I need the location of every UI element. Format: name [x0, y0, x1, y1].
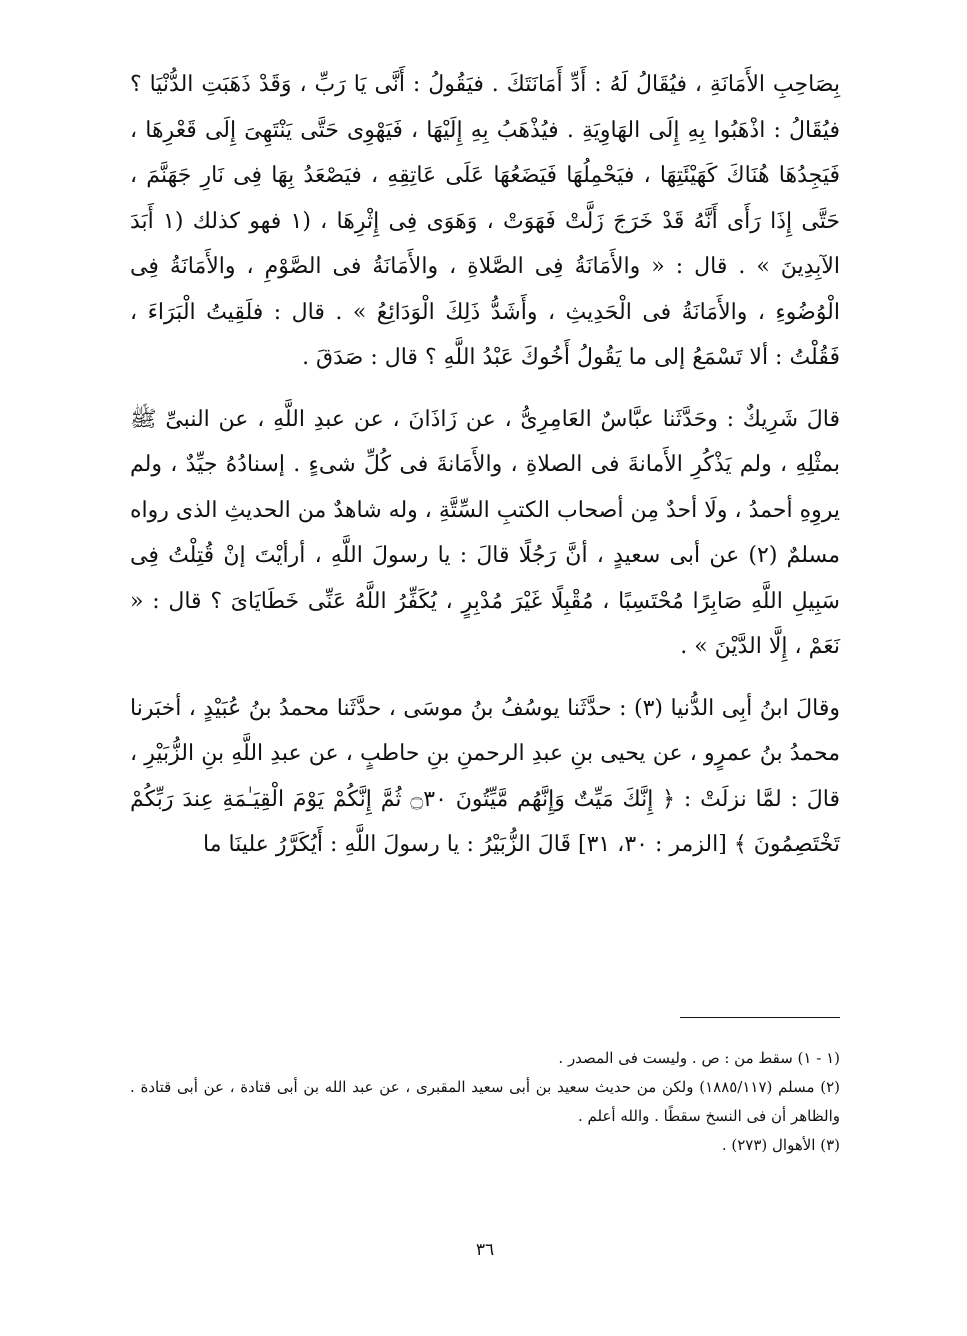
body-paragraph-2: قالَ شَرِيكٌ : وحَدَّثَنا عبَّاسٌ العَامِرِىُّ ، عن زَاذَانَ ، عن عبدِ اللَّهِ ، عن النبىِّ ﷺ بمثْلِهِ ، ولم يَذْكُرِ الأَمانةَ فى الصلاةِ ، والأَمَانةَ فى كُلِّ شىءٍ . إسنادُهُ جيِّدٌ ، ولم يروِهِ أحمدُ ، ولَا أحدٌ مِن أصحاب الكتبِ السِّتَّةِ ، وله شاهدٌ من الحديثِ الذى رواه مسلمٌ (٢) عن أبى سعيدٍ ، أنَّ رَجُلًا قالَ : يا رسولَ اللَّهِ ، أرأيْتَ إنْ قُتِلْتُ فِى سَبِيلِ اللَّهِ صَابِرًا مُحْتَسِبًا ، مُقْبِلًا غَيْرَ مُدْبِرٍ ، يُكَفِّرُ اللَّهُ عَنِّى خَطَايَاىَ ؟ قال : « نَعَمْ ، إِلَّا الدَّيْنَ » .	[130, 406, 840, 659]
page-number: ٣٦	[475, 1240, 495, 1260]
body-paragraph-3: وقالَ ابنُ أبِى الدُّنيا (٣) : حدَّثَنا يوسُفُ بنُ موسَى ، حدَّثَنا محمدُ بنُ عُبَيْدٍ ، أخبَرنا محمدُ بنُ عمرٍو ، عن يحيى بنِ عبدِ الرحمنِ بنِ حاطبٍ ، عن عبدِ اللَّهِ بنِ الزُّبَيْرِ ، قالَ : لمَّا نزلَتْ : ﴿ إِنَّكَ مَيِّتٌ وَإِنَّهُم مَّيِّتُونَ ۝٣٠ ثُمَّ إِنَّكُمْ يَوْمَ الْقِيَـٰمَةِ عِندَ رَبِّكُمْ تَخْتَصِمُونَ ﴾ [الزمر : ٣٠، ٣١] قَالَ الزُّبَيْرُ : يا رسولَ اللَّهِ : أَيُكَرَّرُ علينَا ما	[130, 695, 840, 857]
footnote-separator	[680, 1017, 840, 1018]
footnotes-list	[130, 1044, 840, 1160]
page-body	[130, 62, 840, 1322]
footnote-2: (٢) مسلم (١٨٨٥/١١٧) ولكن من حديث سعيد بن أبى سعيد المقبرى ، عن عبد الله بن أبى قتادة ، عن أبى قتادة . والظاهر أن فى النسخ سقطًا . والله أعلم .	[130, 1078, 840, 1125]
footnote-3: (٣) الأهوال (٢٧٣) .	[721, 1136, 840, 1154]
footnote-1: (١ - ١) سقط من : ص . وليست فى المصدر .	[558, 1049, 840, 1067]
body-paragraph-1: بِصَاحِبِ الأَمَانَةِ ، فيُقَالُ لَهُ : أَدِّ أَمَانَتَكَ . فيَقُولُ : أَنَّى يَا رَبِّ ، وَقَدْ ذَهَبَتِ الدُّنْيَا ؟ فيُقَالُ : اذْهَبُوا بِهِ إِلَى الهَاوِيَةِ . فيُذْهَبُ بِهِ إِلَيْهَا ، فَيَهْوِى حَتَّى يَنْتَهِىَ إِلَى قَعْرِهَا ، فَيَجِدُهَا هُنَاكَ كَهَيْئَتِهَا ، فيَحْمِلُهَا فَيَضَعُهَا عَلَى عَاتِقِهِ ، فيَصْعَدُ بِهَا فِى نَارِ جَهَنَّمَ ، حَتَّى إِذَا رَأَى أَنَّهُ قَدْ خَرَجَ زَلَّتْ فَهَوَتْ ، وَهَوَى فِى إِثْرِهَا ، (١ فهو كذلك (١ أَبَدَ الآبِدِينَ » . قال : « والأَمَانَةُ فِى الصَّلاةِ ، والأَمَانَةُ فى الصَّوْمِ ، والأَمَانَةُ فِى الْوُضُوءِ ، والأَمَانَةُ فى الْحَدِيثِ ، وأَشَدُّ ذَلِكَ الْوَدَائِعُ » . قال : فلَقِيتُ الْبَرَاءَ ، فَقُلْتُ : ألا تَسْمَعُ إلى ما يَقُولُ أَخُوكَ عَبْدُ اللَّهِ ؟ قال : صَدَقَ .	[130, 72, 841, 370]
